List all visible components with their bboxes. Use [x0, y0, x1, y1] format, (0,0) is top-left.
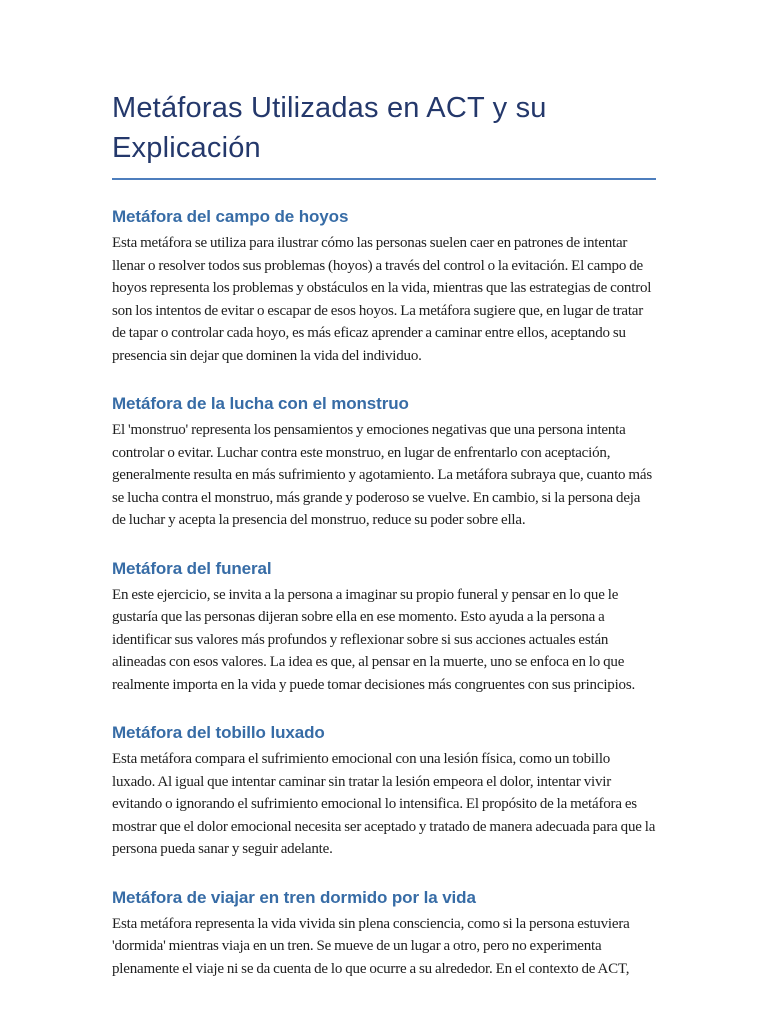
section-paragraph: Esta metáfora se utiliza para ilustrar cómo las personas suelen caer en patrones de intentar llenar o resolver todos sus problemas (hoyos) a través del control o la evitación. El campo de hoyos representa los problemas y obstáculos en la vida, mientras que las estrategias de control son los intentos de evitar o escapar de esos hoyos. La metáfora sugiere que, en lugar de tratar de tapar o controlar cada hoyo, es más eficaz aprender a caminar entre ellos, aceptando su presencia sin dejar que dominen la vida del individuo.	[112, 235, 652, 364]
document-title: Metáforas Utilizadas en ACT y su Explicación	[112, 92, 547, 164]
section-funeral	[112, 559, 656, 697]
section-paragraph: Esta metáfora representa la vida vivida sin plena consciencia, como si la persona estuviera 'dormida' mientras viaja en un tren. Se mueve de un lugar a otro, pero no experimenta plenamente el viaje ni se da cuenta de lo que ocurre a su alrededor. En el contexto de ACT,	[112, 915, 630, 977]
section-lucha-con-el-monstruo	[112, 394, 656, 532]
section-heading: Metáfora de viajar en tren dormido por la vida	[112, 887, 476, 907]
section-heading: Metáfora del funeral	[112, 558, 272, 578]
section-paragraph: En este ejercicio, se invita a la persona a imaginar su propio funeral y pensar en lo que le gustaría que las personas dijeran sobre ella en ese momento. Esto ayuda a la persona a identificar sus valores más profundos y reflexionar sobre si sus acciones actuales están alineadas con esos valores. La idea es que, al pensar en la muerte, uno se enfoca en lo que realmente importa en la vida y puede tomar decisiones más congruentes con sus principios.	[112, 586, 636, 693]
section-heading: Metáfora del campo de hoyos	[112, 207, 349, 226]
document-content	[112, 0, 656, 980]
section-paragraph: Esta metáfora compara el sufrimiento emocional con una lesión física, como un tobillo luxado. Al igual que intentar caminar sin tratar la lesión empeora el dolor, intentar vivir evitando o ignorando el sufrimiento emocional lo intensifica. El propósito de la metáfora es mostrar que el dolor emocional necesita ser aceptado y tratado de manera adecuada para que la persona pueda sanar y seguir adelante.	[112, 751, 656, 857]
section-tren-dormido	[112, 888, 656, 981]
section-heading: Metáfora de la lucha con el monstruo	[112, 394, 409, 413]
section-paragraph: El 'monstruo' representa los pensamientos y emociones negativas que una persona intenta controlar o evitar. Luchar contra este monstruo, en lugar de enfrentarlo con aceptación, generalmente resulta en más sufrimiento y agotamiento. La metáfora subraya que, cuanto más se lucha contra el monstruo, más grande y poderoso se vuelve. En cambio, si la persona deja de luchar y acepta la presencia del monstruo, reduce su poder sobre ella.	[112, 422, 652, 528]
section-heading: Metáfora del tobillo luxado	[112, 723, 325, 742]
section-campo-de-hoyos	[112, 207, 656, 367]
title-divider	[112, 178, 656, 180]
section-tobillo-luxado	[112, 723, 656, 861]
